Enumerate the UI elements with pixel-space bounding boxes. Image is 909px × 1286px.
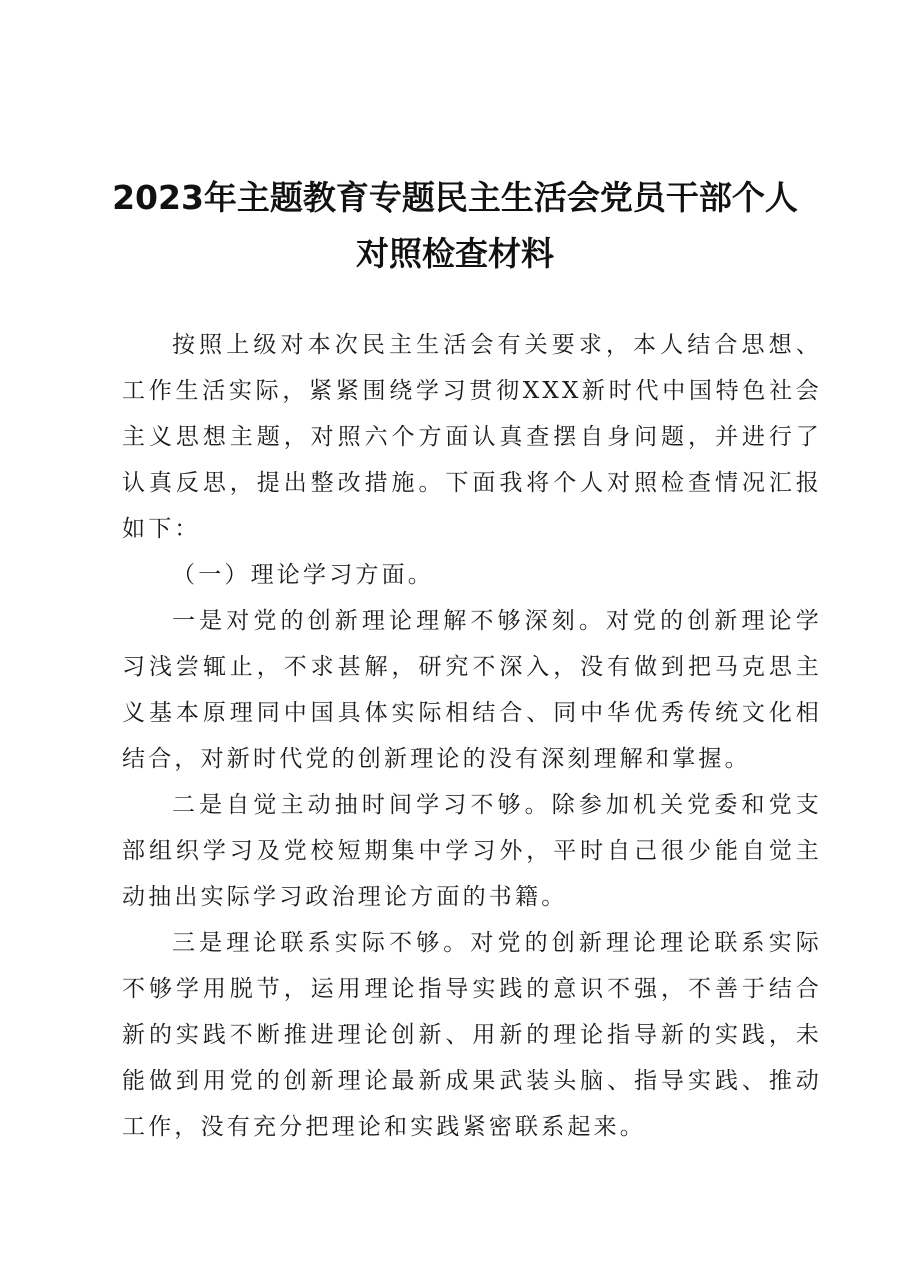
intro-paragraph: 按照上级对本次民主生活会有关要求，本人结合思想、工作生活实际，紧紧围绕学习贯彻XXX新时代中国特色社会主义思想主题，对照六个方面认真查摆自身问题，并进行了认真反思，提出整改措施。下面我将个人对照检查情况汇报如下： — [122, 332, 822, 542]
issue-paragraph-1: 一是对党的创新理论理解不够深刻。对党的创新理论学习浅尝辄止，不求甚解，研究不深入，没有做到把马克思主义基本原理同中国具体实际相结合、同中华优秀传统文化相结合，对新时代党的创新理论的没有深刻理解和掌握。 — [122, 608, 822, 772]
section-heading-theory-study: （一）理论学习方面。 — [172, 562, 434, 588]
document-body — [122, 322, 822, 1150]
document-title: 2023年主题教育专题民主生活会党员干部个人对照检查材料 — [112, 178, 798, 273]
issue-paragraph-2: 二是自觉主动抽时间学习不够。除参加机关党委和党支部组织学习及党校短期集中学习外，平时自己很少能自觉主动抽出实际学习政治理论方面的书籍。 — [122, 792, 822, 910]
issue-paragraph-3: 三是理论联系实际不够。对党的创新理论理论联系实际不够学用脱节，运用理论指导实践的意识不强，不善于结合新的实践不断推进理论创新、用新的理论指导新的实践，未能做到用党的创新理论最新成果武装头脑、指导实践、推动工作，没有充分把理论和实践紧密联系起来。 — [122, 930, 822, 1140]
